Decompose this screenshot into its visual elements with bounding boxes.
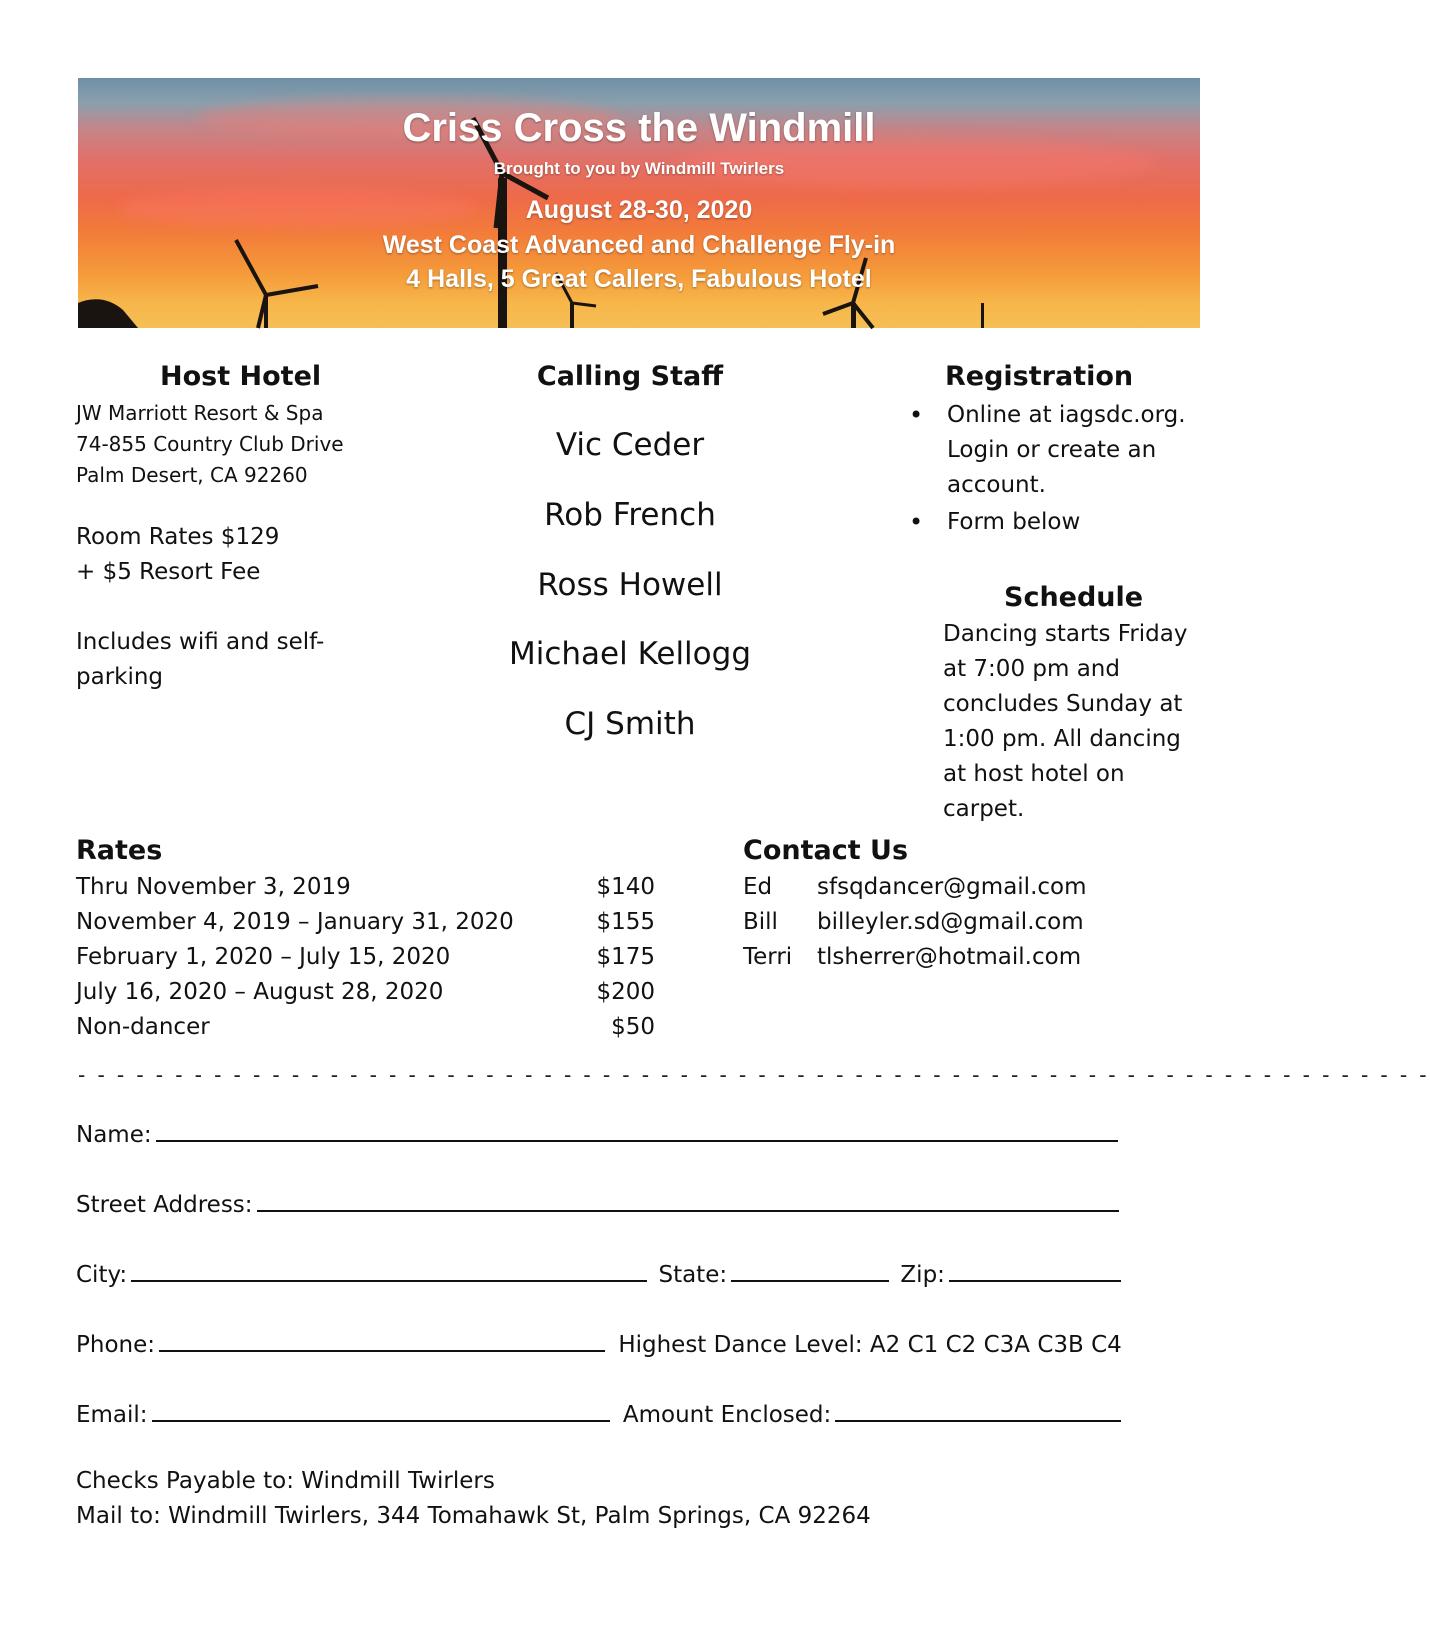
hotel-name: JW Marriott Resort & Spa [76, 401, 324, 425]
checks-payable: Checks Payable to: Windmill Twirlers [76, 1468, 495, 1494]
rate-label: July 16, 2020 – August 28, 2020 [76, 979, 444, 1005]
banner-tagline: 4 Halls, 5 Great Callers, Fabulous Hotel [406, 265, 872, 293]
schedule-heading: Schedule [1004, 582, 1144, 613]
caller-name: Michael Kellogg [509, 636, 751, 672]
amount-label: Amount Enclosed: [622, 1402, 832, 1428]
phone-label: Phone: [76, 1332, 155, 1358]
schedule-text: 1:00 pm. All dancing [943, 726, 1181, 752]
street-label: Street Address: [76, 1192, 253, 1218]
rate-row [76, 870, 351, 904]
form-street-row [76, 1188, 1119, 1218]
name-label: Name: [76, 1122, 152, 1148]
amount-field[interactable] [835, 1398, 1121, 1422]
resort-fee: + $5 Resort Fee [76, 559, 261, 585]
street-field[interactable] [257, 1188, 1119, 1212]
caller-name: CJ Smith [564, 706, 696, 742]
contact-name: Bill [743, 909, 778, 935]
host-hotel-heading: Host Hotel [160, 361, 322, 392]
zip-label: Zip: [900, 1262, 945, 1288]
contact-name: Terri [743, 944, 793, 970]
rate-amount: $175 [596, 944, 655, 970]
city-field[interactable] [131, 1258, 647, 1282]
form-email-row [76, 1398, 1121, 1428]
contact-name: Ed [743, 874, 773, 900]
zip-field[interactable] [949, 1258, 1121, 1282]
mail-to-address: Mail to: Windmill Twirlers, 344 Tomahawk St, Palm Springs, CA 92264 [76, 1503, 871, 1529]
hotel-includes-cont: parking [76, 664, 164, 690]
banner-event-line: West Coast Advanced and Challenge Fly-in [382, 231, 896, 259]
rates-heading: Rates [76, 835, 163, 866]
schedule-text: Dancing starts Friday [943, 621, 1188, 647]
banner-subtitle: Brought to you by Windmill Twirlers [493, 159, 785, 178]
banner-title: Criss Cross the Windmill [402, 106, 876, 150]
rate-row [76, 940, 450, 974]
cut-line-divider: - - - - - - - - - - - - - - - - - - - - - - - - - - - - - - - - - - - - - - - - - - - - - - - - - - - - - - - - - - - - - - - - - - - - - - [78, 1062, 1430, 1087]
schedule-text: at host hotel on [943, 761, 1125, 787]
form-city-row [76, 1258, 1121, 1288]
contact-email-link[interactable]: billeyler.sd@gmail.com [817, 909, 1084, 935]
form-name-row [76, 1118, 1118, 1148]
schedule-text: at 7:00 pm and [943, 656, 1120, 682]
email-label: Email: [76, 1402, 148, 1428]
email-field[interactable] [152, 1398, 610, 1422]
registration-heading: Registration [945, 361, 1134, 392]
banner-date: August 28-30, 2020 [525, 196, 753, 224]
rate-amount: $50 [611, 1014, 655, 1040]
hotel-street: 74-855 Country Club Drive [76, 432, 344, 456]
hotel-city: Palm Desert, CA 92260 [76, 463, 308, 487]
header-banner [78, 78, 1200, 328]
form-phone-row [76, 1328, 1122, 1358]
calling-staff-heading: Calling Staff [536, 361, 724, 392]
phone-field[interactable] [159, 1328, 605, 1352]
caller-name: Rob French [544, 497, 716, 533]
hotel-includes: Includes wifi and self- [76, 629, 325, 655]
name-field[interactable] [156, 1118, 1118, 1142]
schedule-text: carpet. [943, 796, 1025, 822]
contact-heading: Contact Us [743, 835, 909, 866]
registration-list [905, 398, 1205, 542]
rate-label: November 4, 2019 – January 31, 2020 [76, 909, 514, 935]
caller-name: Vic Ceder [555, 427, 705, 463]
room-rates: Room Rates $129 [76, 524, 280, 550]
rate-row [76, 905, 514, 939]
rate-label: Thru November 3, 2019 [76, 874, 351, 900]
state-label: State: [658, 1262, 728, 1288]
registration-online-item: • Online at iagsdc.org. Login or create an account. [905, 398, 1205, 503]
schedule-text: concludes Sunday at [943, 691, 1183, 717]
rate-label: Non-dancer [76, 1014, 210, 1040]
rate-amount: $140 [596, 874, 655, 900]
state-field[interactable] [731, 1258, 889, 1282]
rate-amount: $155 [596, 909, 655, 935]
registration-form-item: • Form below [905, 505, 1205, 540]
rate-label: February 1, 2020 – July 15, 2020 [76, 944, 451, 970]
contact-email-link[interactable]: tlsherrer@hotmail.com [817, 944, 1082, 970]
rate-row [76, 1010, 210, 1044]
rate-amount: $200 [596, 979, 655, 1005]
dance-level-label: Highest Dance Level: A2 C1 C2 C3A C3B C4 [618, 1332, 1122, 1358]
rate-row [76, 975, 443, 1009]
contact-email-link[interactable]: sfsqdancer@gmail.com [817, 874, 1087, 900]
city-label: City: [76, 1262, 128, 1288]
caller-name: Ross Howell [537, 567, 723, 603]
